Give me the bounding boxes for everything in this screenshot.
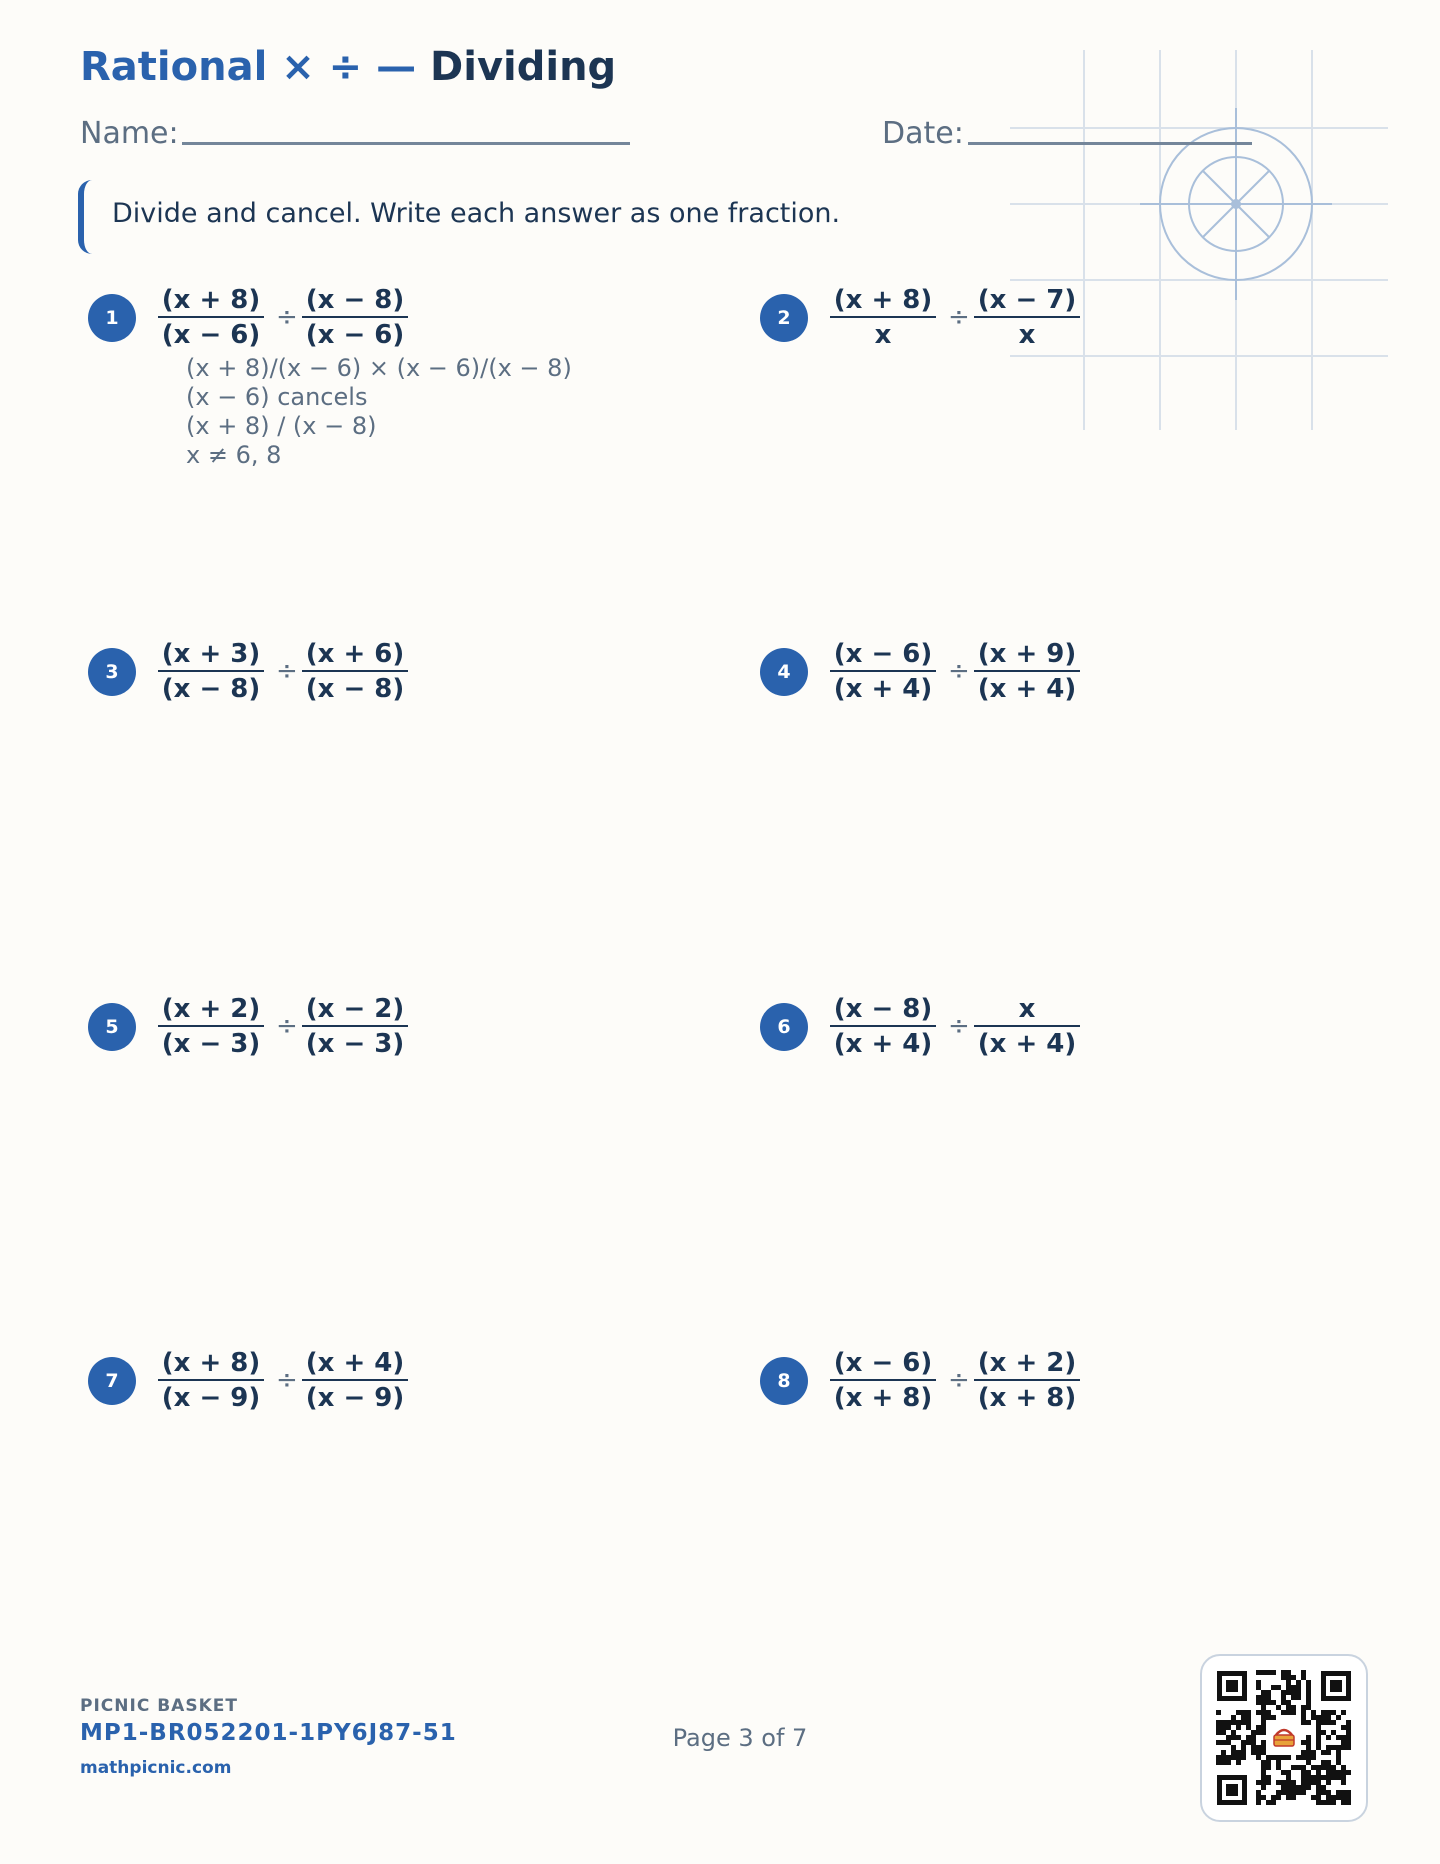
page-number: Page 3 of 7 xyxy=(672,1724,808,1752)
fraction-right xyxy=(302,1347,408,1413)
numerator: (x − 8) xyxy=(302,284,408,318)
numerator: (x + 6) xyxy=(302,638,408,672)
numerator: (x + 4) xyxy=(302,1347,408,1381)
denominator: (x + 4) xyxy=(833,1029,933,1059)
denominator: (x + 8) xyxy=(833,1383,933,1413)
numerator: (x + 3) xyxy=(158,638,264,672)
title-subtopic: Dividing xyxy=(430,44,617,90)
worksheet-code: MP1-BR052201-1PY6J87-51 xyxy=(80,1720,457,1746)
divide-sign: ÷ xyxy=(276,302,298,332)
fraction-right xyxy=(974,284,1080,350)
fraction-right xyxy=(974,993,1080,1059)
numerator: (x − 6) xyxy=(830,1347,936,1381)
problem-number: 6 xyxy=(760,1003,808,1051)
work-step: (x + 8) / (x − 8) xyxy=(186,412,377,440)
fraction-left xyxy=(158,993,264,1059)
fraction-right xyxy=(302,638,408,704)
fraction-left xyxy=(158,284,264,350)
denominator: (x + 8) xyxy=(977,1383,1077,1413)
denominator: (x − 3) xyxy=(161,1029,261,1059)
qr-code-card[interactable] xyxy=(1200,1654,1368,1822)
problem-number: 5 xyxy=(88,1003,136,1051)
numerator: x xyxy=(974,993,1080,1027)
divide-sign: ÷ xyxy=(948,302,970,332)
basket-icon xyxy=(1270,1724,1298,1752)
problem-number: 1 xyxy=(88,294,136,342)
divide-sign: ÷ xyxy=(948,1011,970,1041)
instruction-accent xyxy=(78,180,92,254)
qr-code-icon xyxy=(1202,1656,1366,1820)
problem-number: 8 xyxy=(760,1357,808,1405)
problem-number: 4 xyxy=(760,648,808,696)
problem-number: 3 xyxy=(88,648,136,696)
date-label: Date: xyxy=(882,116,964,151)
fraction-right xyxy=(974,1347,1080,1413)
numerator: (x + 8) xyxy=(158,284,264,318)
divide-sign: ÷ xyxy=(276,656,298,686)
problem-number: 2 xyxy=(760,294,808,342)
fraction-right xyxy=(974,638,1080,704)
denominator: (x − 6) xyxy=(161,320,261,350)
footer-brand: PICNIC BASKET xyxy=(80,1696,238,1716)
page-title xyxy=(80,44,616,90)
worked-example xyxy=(186,354,572,470)
work-step: (x + 8)/(x − 6) × (x − 6)/(x − 8) xyxy=(186,354,572,382)
denominator: x xyxy=(874,320,892,350)
numerator: (x + 9) xyxy=(974,638,1080,672)
work-step: (x − 6) cancels xyxy=(186,383,368,411)
numerator: (x + 8) xyxy=(158,1347,264,1381)
fraction-left xyxy=(830,993,936,1059)
instruction-text: Divide and cancel. Write each answer as one fraction. xyxy=(112,198,841,229)
divide-sign: ÷ xyxy=(948,656,970,686)
name-label: Name: xyxy=(80,116,179,151)
denominator: (x − 9) xyxy=(161,1383,261,1413)
title-topic: Rational × ÷ — xyxy=(80,44,417,90)
problem-number: 7 xyxy=(88,1357,136,1405)
fraction-right xyxy=(302,993,408,1059)
denominator: x xyxy=(1018,320,1036,350)
crosshair-grid-icon xyxy=(1000,50,1390,440)
denominator: (x + 4) xyxy=(977,674,1077,704)
denominator: (x − 8) xyxy=(305,674,405,704)
numerator: (x − 6) xyxy=(830,638,936,672)
denominator: (x + 4) xyxy=(833,674,933,704)
name-field[interactable] xyxy=(182,142,630,145)
numerator: (x − 2) xyxy=(302,993,408,1027)
date-field[interactable] xyxy=(968,142,1252,145)
fraction-right xyxy=(302,284,408,350)
divide-sign: ÷ xyxy=(948,1365,970,1395)
fraction-left xyxy=(830,638,936,704)
fraction-left xyxy=(158,638,264,704)
denominator: (x + 4) xyxy=(977,1029,1077,1059)
work-step: x ≠ 6, 8 xyxy=(186,441,282,469)
denominator: (x − 8) xyxy=(161,674,261,704)
numerator: (x − 7) xyxy=(974,284,1080,318)
numerator: (x − 8) xyxy=(830,993,936,1027)
footer-link[interactable]: mathpicnic.com xyxy=(80,1758,232,1778)
numerator: (x + 2) xyxy=(158,993,264,1027)
divide-sign: ÷ xyxy=(276,1011,298,1041)
numerator: (x + 8) xyxy=(830,284,936,318)
denominator: (x − 3) xyxy=(305,1029,405,1059)
numerator: (x + 2) xyxy=(974,1347,1080,1381)
denominator: (x − 9) xyxy=(305,1383,405,1413)
denominator: (x − 6) xyxy=(305,320,405,350)
divide-sign: ÷ xyxy=(276,1365,298,1395)
fraction-left xyxy=(830,1347,936,1413)
fraction-left xyxy=(158,1347,264,1413)
fraction-left xyxy=(830,284,936,350)
